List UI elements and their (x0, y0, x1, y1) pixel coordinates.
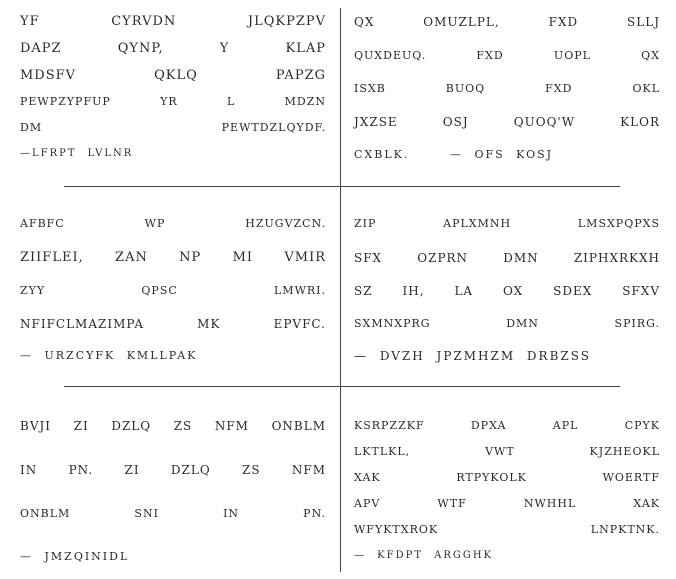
quote-line: AFBFC WP HZUGVZCN. (20, 217, 326, 230)
quote-line: LKTLKL, VWT KJZHEOKL (354, 445, 660, 458)
quote-line: XAK RTPYKOLK WOERTF (354, 471, 660, 484)
quote-line: DAPZ QYNP, Y KLAP (20, 41, 326, 56)
vertical-divider (340, 8, 341, 572)
horizontal-divider-bottom (64, 386, 620, 387)
quote-line: PEWPZYPFUP YR L MDZN (20, 95, 326, 108)
quote-line: QX OMUZLPL, FXD SLLJ (354, 15, 660, 29)
quote-line: NFIFCLMAZIMPA MK EPVFC. (20, 317, 326, 331)
quote-line: KSRPZZKF DPXA APL CPYK (354, 419, 660, 432)
quote-attribution: — OFS KOSJ (450, 148, 554, 161)
quote-line: APV WTF NWHHL XAK (354, 497, 660, 510)
quote-attribution: — JMZQINIDL (20, 550, 130, 563)
quote-attribution: — URZCYFK KMLLPAK (20, 349, 198, 362)
quote-attribution: — DVZH JPZMHZM DRBZSS (354, 349, 591, 363)
quote-line: IN PN. ZI DZLQ ZS NFM (20, 463, 326, 477)
quote-line: ONBLM SNI IN PN. (20, 507, 326, 520)
quote-line: ZIP APLXMNH LMSXPQPXS (354, 217, 660, 230)
quote-line: YF CYRVDN JLQKPZPV (20, 14, 326, 29)
quote-line: SXMNXPRG DMN SPIRG. (354, 317, 660, 330)
quote-line: MDSFV QKLQ PAPZG (20, 68, 326, 83)
quote-line: SFX OZPRN DMN ZIPHXRKXH (354, 251, 660, 265)
quote-line: WFYKTXROK LNPKTNK. (354, 523, 660, 536)
quote-line: ISXB BUOQ FXD OKL (354, 82, 660, 95)
quote-attribution: —LFRPT LVLNR (20, 148, 134, 159)
quote-line: BVJI ZI DZLQ ZS NFM ONBLM (20, 419, 326, 433)
quote-line: JXZSE OSJ QUOQ'W KLOR (354, 115, 660, 129)
quote-line: ZIIFLEI, ZAN NP MI VMIR (20, 250, 326, 265)
quote-line: CXBLK. (354, 148, 410, 161)
quote-attribution: — KFDPT ARGGHK (354, 550, 494, 561)
quote-line: DM PEWTDZLQYDF. (20, 121, 326, 134)
horizontal-divider-top (64, 186, 620, 187)
quote-line: SZ IH, LA OX SDEX SFXV (354, 284, 660, 298)
quote-line: ZYY QPSC LMWRI. (20, 284, 326, 297)
quote-line: QUXDEUQ. FXD UOPL QX (354, 49, 660, 62)
